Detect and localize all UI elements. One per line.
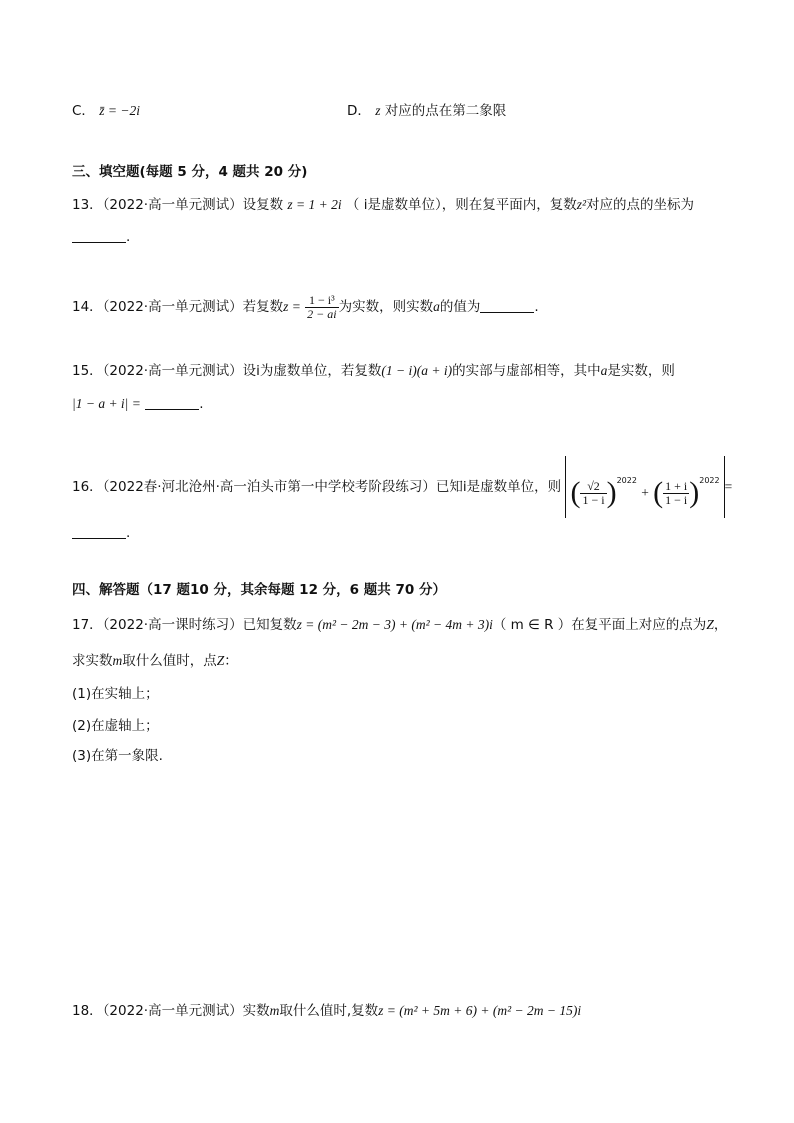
question-14: 14．（2022·高一单元测试）若复数z = $\frac{\text{1 − i³}}{2 - ai}$ 为实数，则实数a的值为 . — [72, 292, 539, 321]
question-17-part-1: (1)在实轴上； — [72, 686, 159, 702]
question-15-answer-line: |1 − a + i| = . — [72, 396, 204, 412]
question-17-line2: 求实数m取什么值时，点Z： — [72, 653, 238, 669]
answer-blank[interactable] — [72, 524, 126, 539]
question-16-answer-line: . — [72, 523, 130, 543]
option-c-math: z̄ = −2i — [99, 103, 140, 118]
question-17-part-3: (3)在第一象限. — [72, 748, 163, 764]
question-18: 18．（2022·高一单元测试）实数m取什么值时,复数z = (m² + 5m + 6) + (m² − 2m − 15)i — [72, 1003, 582, 1019]
option-c: C． z̄ = −2i — [72, 103, 140, 119]
question-17: 17．（2022·高一课时练习）已知复数z = (m² − 2m − 3) + (m² − 4m + 3)i（ m ∈ R ）在复平面上对应的点为Z， — [72, 617, 728, 633]
absolute-value: ( $\frac{√2}{1 - i}$ )$^{2022}$ + ( $\frac{1 + i}{1 - i}$ )$^{2022}$ — [565, 456, 724, 518]
section-title-solutions: 四、解答题（17 题10 分，其余每题 12 分，6 题共 70 分） — [72, 582, 446, 598]
fraction: $\frac{\text{1 − i³}}{2 - ai}$ — [307, 292, 337, 321]
section-title-fill-in: 三、填空题(每题 5 分，4 题共 20 分) — [72, 164, 308, 180]
answer-blank[interactable] — [72, 228, 126, 243]
answer-blank[interactable] — [480, 298, 534, 313]
answer-blank[interactable] — [145, 395, 199, 410]
fraction: $\frac{1 + i}{1 - i}$ — [665, 478, 688, 507]
question-13-answer-line: . — [72, 227, 130, 247]
question-13: 13．（2022·高一单元测试）设复数 z = 1 + 2i （ i是虚数单位），则在复平面内，复数z²对应的点的坐标为 — [72, 197, 695, 213]
question-15: 15．（2022·高一单元测试）设i为虚数单位，若复数(1 − i)(a + i)的实部与虚部相等，其中a是实数，则 — [72, 363, 675, 379]
option-d: D． z 对应的点在第二象限 — [347, 103, 507, 119]
question-17-part-2: (2)在虚轴上； — [72, 718, 159, 734]
question-16: 16．（2022春·河北沧州·高一泊头市第一中学校考阶段练习）已知i是虚数单位，则 ( $\frac{√2}{1 - i}$ )$^{2022}$ + ( $\frac{1 + i}{1 - i}$ )$^{2022}$ = — [72, 456, 732, 518]
fraction: $\frac{√2}{1 - i}$ — [582, 478, 605, 507]
